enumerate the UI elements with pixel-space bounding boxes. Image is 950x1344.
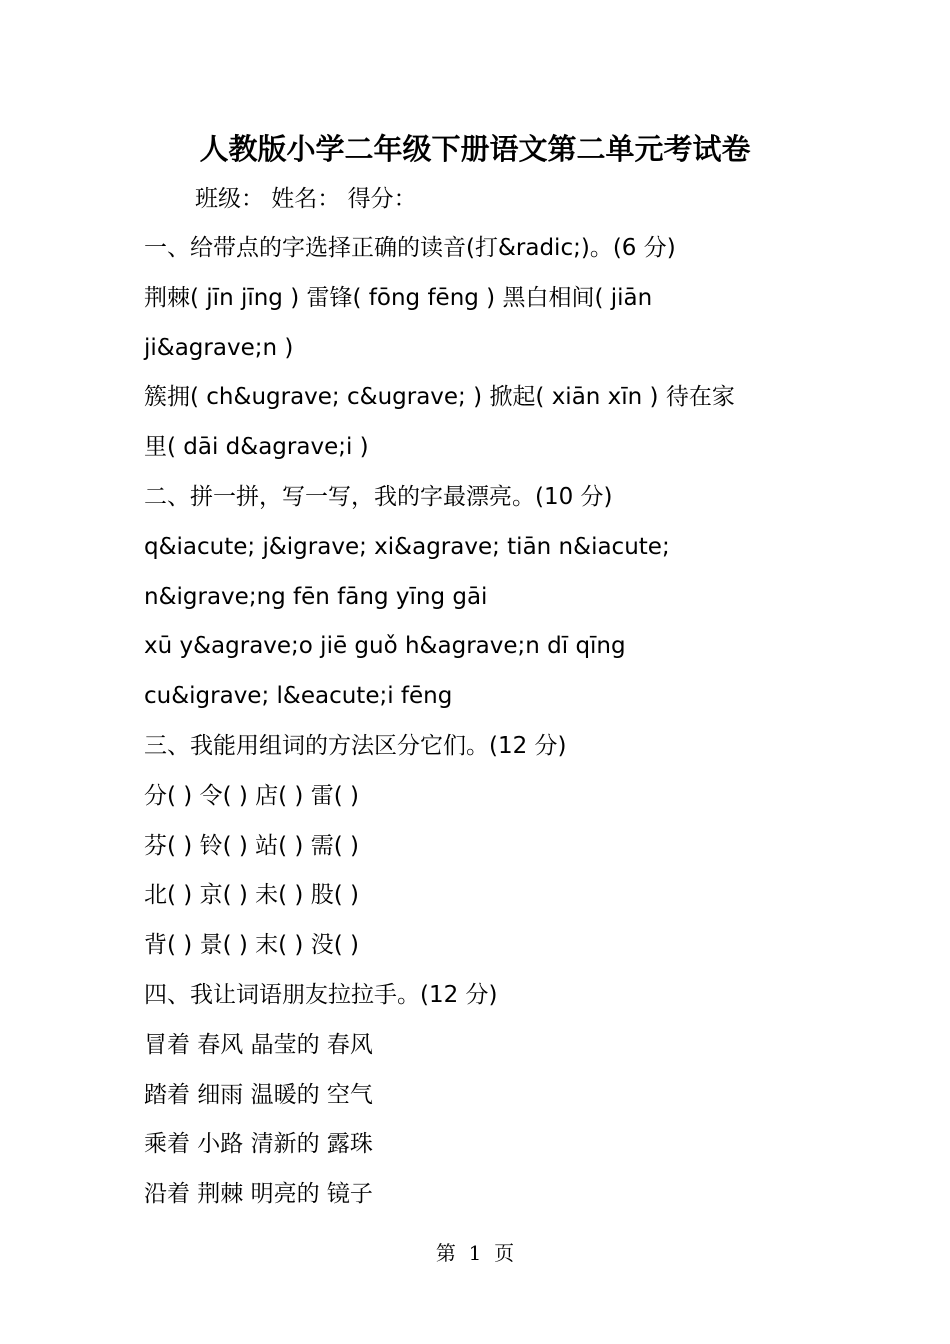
page-number: 第 1 页 <box>435 1241 515 1265</box>
text-line: 冒着 春风 晶莹的 春风 <box>144 1031 373 1058</box>
text-line: ji&agrave;n ) <box>144 334 294 361</box>
text-line: 踏着 细雨 温暖的 空气 <box>144 1081 373 1108</box>
document-body <box>144 229 824 1225</box>
text-line: xū y&agrave;o jiē guǒ h&agrave;n dī qīng <box>144 633 626 660</box>
page-title: 人教版小学二年级下册语文第二单元考试卷 <box>199 132 751 166</box>
text-line: 簇拥( ch&ugrave; c&ugrave; ) 掀起( xiān xīn ) 待在家 <box>144 384 735 411</box>
text-line: 荆棘( jīn jīng ) 雷锋( fōng fēng ) 黑白相间( jiān <box>144 284 653 311</box>
section-heading-4: 四、我让词语朋友拉拉手。(12 分) <box>144 981 498 1008</box>
text-line: 背( ) 景( ) 末( ) 没( ) <box>144 932 359 959</box>
text-line: 乘着 小路 清新的 露珠 <box>144 1131 373 1158</box>
section-heading-2: 二、拼一拼，写一写，我的字最漂亮。(10 分) <box>144 483 613 510</box>
section-heading-3: 三、我能用组词的方法区分它们。(12 分) <box>144 732 567 759</box>
text-line: cu&igrave; l&eacute;i fēng <box>144 683 453 710</box>
text-line: 沿着 荆棘 明亮的 镜子 <box>144 1181 373 1208</box>
text-line: 分( ) 令( ) 店( ) 雷( ) <box>144 782 359 809</box>
class-info-line: 班级： 姓名： 得分： <box>195 186 417 212</box>
text-line: 北( ) 京( ) 未( ) 股( ) <box>144 882 359 909</box>
text-line: 里( dāi d&agrave;i ) <box>144 434 369 461</box>
text-line: n&igrave;ng fēn fāng yīng gāi <box>144 583 488 610</box>
text-line: q&iacute; j&igrave; xi&agrave; tiān n&iacute; <box>144 533 670 560</box>
section-heading-1: 一、给带点的字选择正确的读音(打&radic;)。(6 分) <box>144 235 676 261</box>
text-line: 芬( ) 铃( ) 站( ) 需( ) <box>144 832 359 859</box>
